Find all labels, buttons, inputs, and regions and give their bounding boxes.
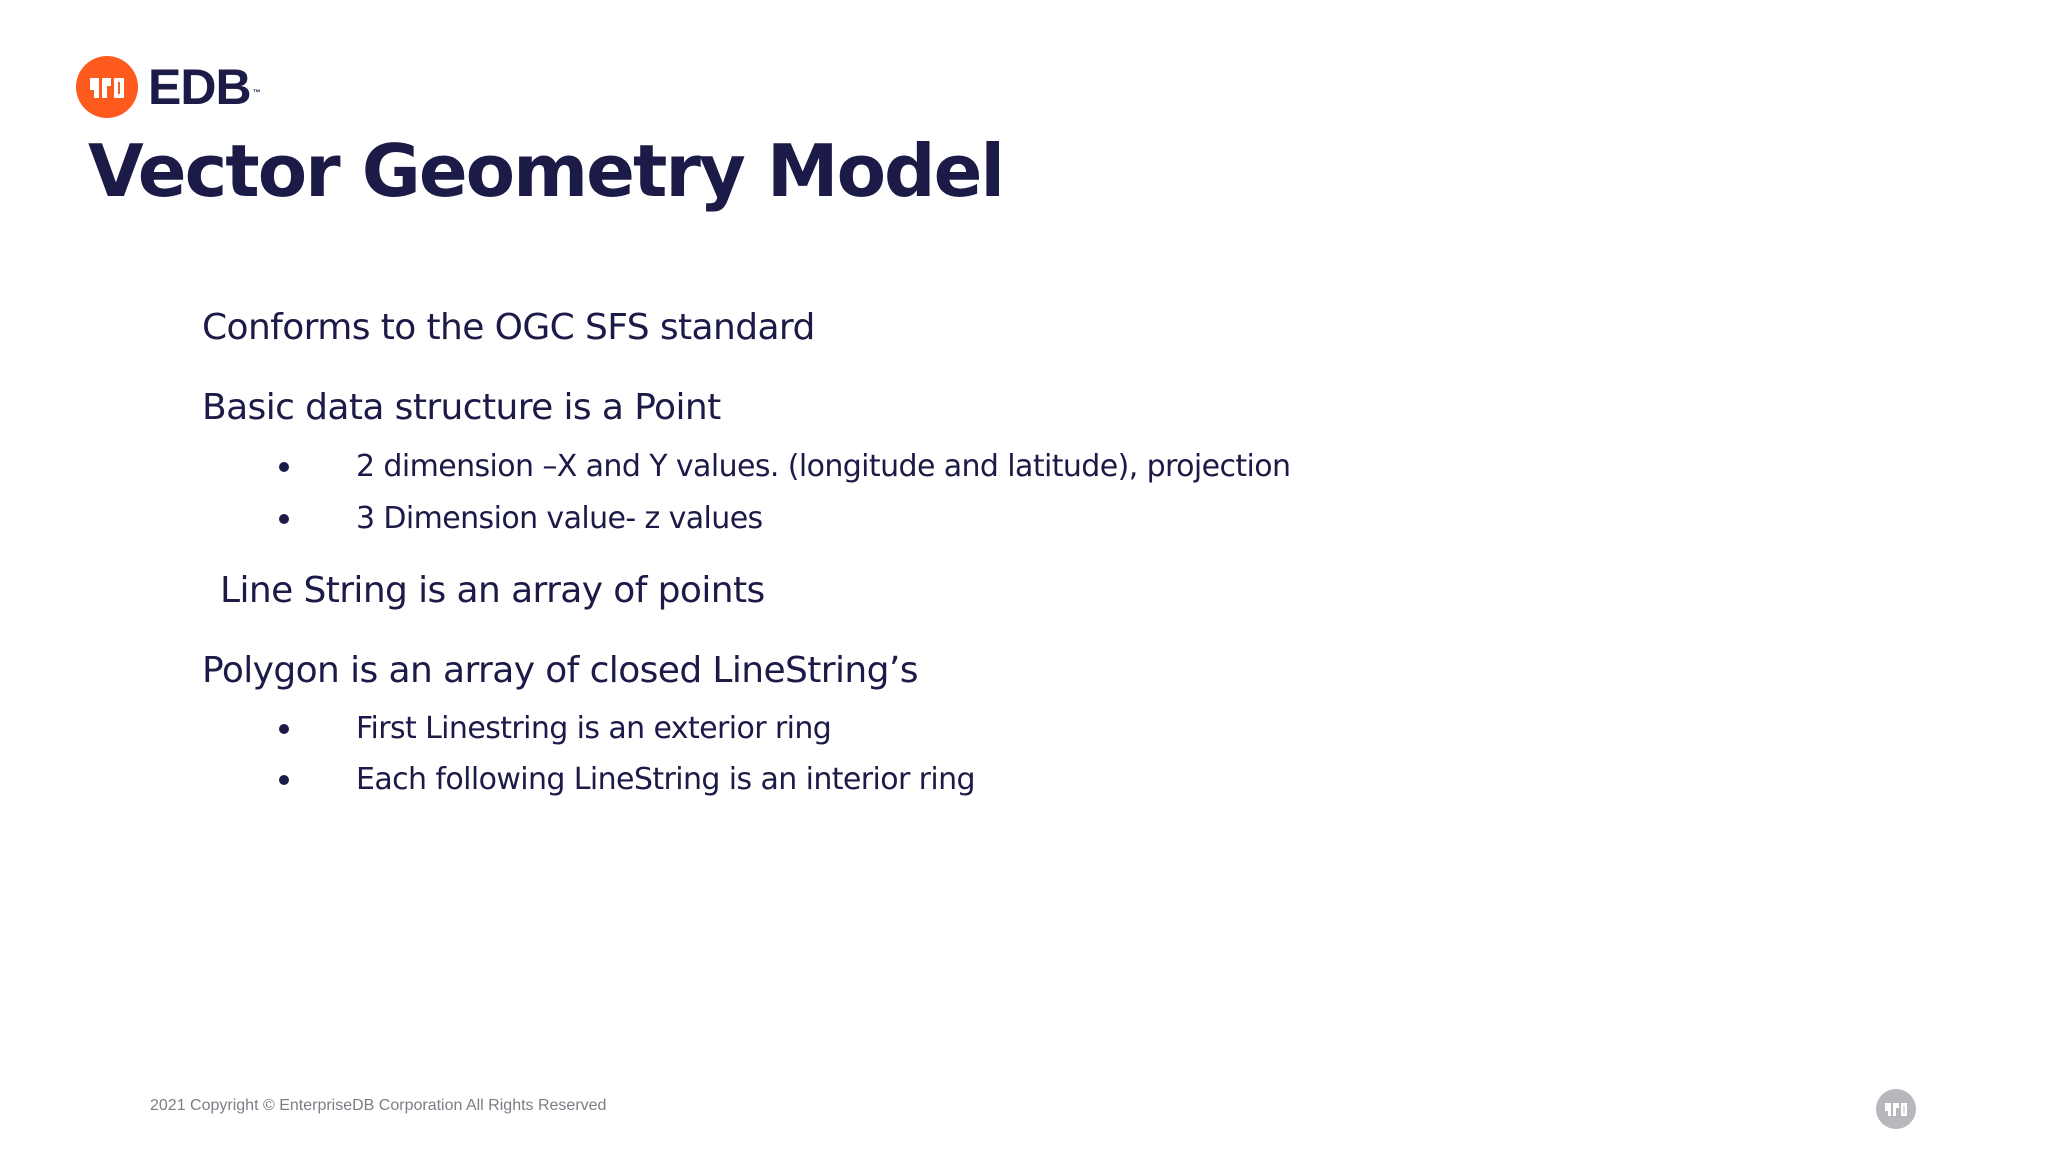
sub-bullet-item: Each following LineString is an interior ring	[356, 762, 975, 797]
copyright-footer: 2021 Copyright © EnterpriseDB Corporation All Rights Reserved	[150, 1097, 607, 1114]
brand-name: EDB ™	[148, 56, 251, 118]
trademark: ™	[252, 88, 261, 97]
bullet-dot-icon	[279, 773, 293, 787]
bullet-item: Polygon is an array of closed LineString’s	[202, 650, 918, 691]
bullet-dot-icon	[279, 722, 293, 736]
bullet-item: Line String is an array of points	[220, 570, 765, 611]
footer-edb-icon	[1876, 1089, 1916, 1129]
sub-bullet-item: First Linestring is an exterior ring	[356, 711, 832, 746]
bullet-item: Conforms to the OGC SFS standard	[202, 307, 815, 348]
sub-bullet-item: 2 dimension –X and Y values. (longitude and latitude), projection	[356, 449, 1291, 484]
slide-title: Vector Geometry Model	[88, 129, 1004, 213]
bullet-item: Basic data structure is a Point	[202, 387, 721, 428]
bullet-dot-icon	[279, 512, 293, 526]
bullet-dot-icon	[279, 460, 293, 474]
sub-bullet-item: 3 Dimension value- z values	[356, 501, 763, 536]
